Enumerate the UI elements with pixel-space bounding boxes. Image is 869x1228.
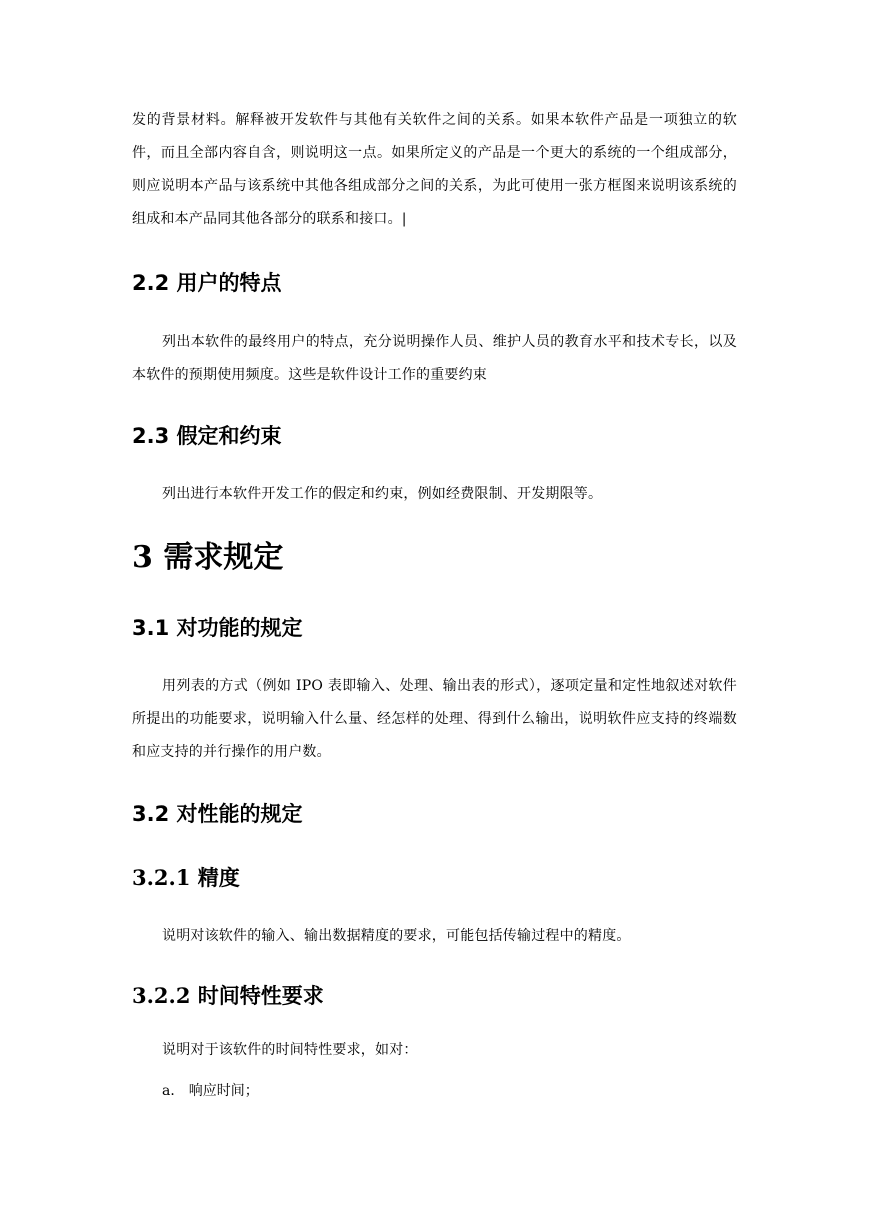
paragraph-3-2-1: 说明对该软件的输入、输出数据精度的要求，可能包括传输过程中的精度。 bbox=[162, 928, 631, 944]
heading-3-2: 3.2 对性能的规定 bbox=[132, 802, 303, 826]
intro-paragraph: 发的背景材料。解释被开发软件与其他有关软件之间的关系。如果本软件产品是一项独立的软件，而且全部内容自含，则说明这一点。如果所定义的产品是一个更大的系统的一个组成部分，则应说明本产品与该系统中其他各组成部分之间的关系，为此可使用一张方框图来说明该系统的组成和本产品同其他各部分的联系和接口。| bbox=[132, 112, 737, 227]
paragraph-2-3: 列出进行本软件开发工作的假定和约束，例如经费限制、开发期限等。 bbox=[162, 486, 603, 502]
paragraph-2-2: 列出本软件的最终用户的特点，充分说明操作人员、维护人员的教育水平和技术专长，以及本软件的预期使用频度。这些是软件设计工作的重要约束 bbox=[132, 334, 737, 383]
paragraph-3-1: 用列表的方式（例如 IPO 表即输入、处理、输出表的形式），逐项定量和定性地叙述对软件所提出的功能要求，说明输入什么量、经怎样的处理、得到什么输出，说明软件应支持的终端数和应支持的并行操作的用户数。 bbox=[132, 678, 737, 760]
heading-3-2-2: 3.2.2 时间特性要求 bbox=[132, 983, 324, 1008]
paragraph-3-2-2: 说明对于该软件的时间特性要求，如对： bbox=[162, 1042, 418, 1058]
heading-3-2-1: 3.2.1 精度 bbox=[132, 865, 240, 890]
heading-3: 3 需求规定 bbox=[132, 540, 284, 575]
heading-2-2: 2.2 用户的特点 bbox=[132, 271, 282, 295]
heading-2-3: 2.3 假定和约束 bbox=[132, 424, 282, 448]
list-item-a: a． 响应时间； bbox=[162, 1083, 259, 1099]
heading-3-1: 3.1 对功能的规定 bbox=[132, 616, 303, 640]
